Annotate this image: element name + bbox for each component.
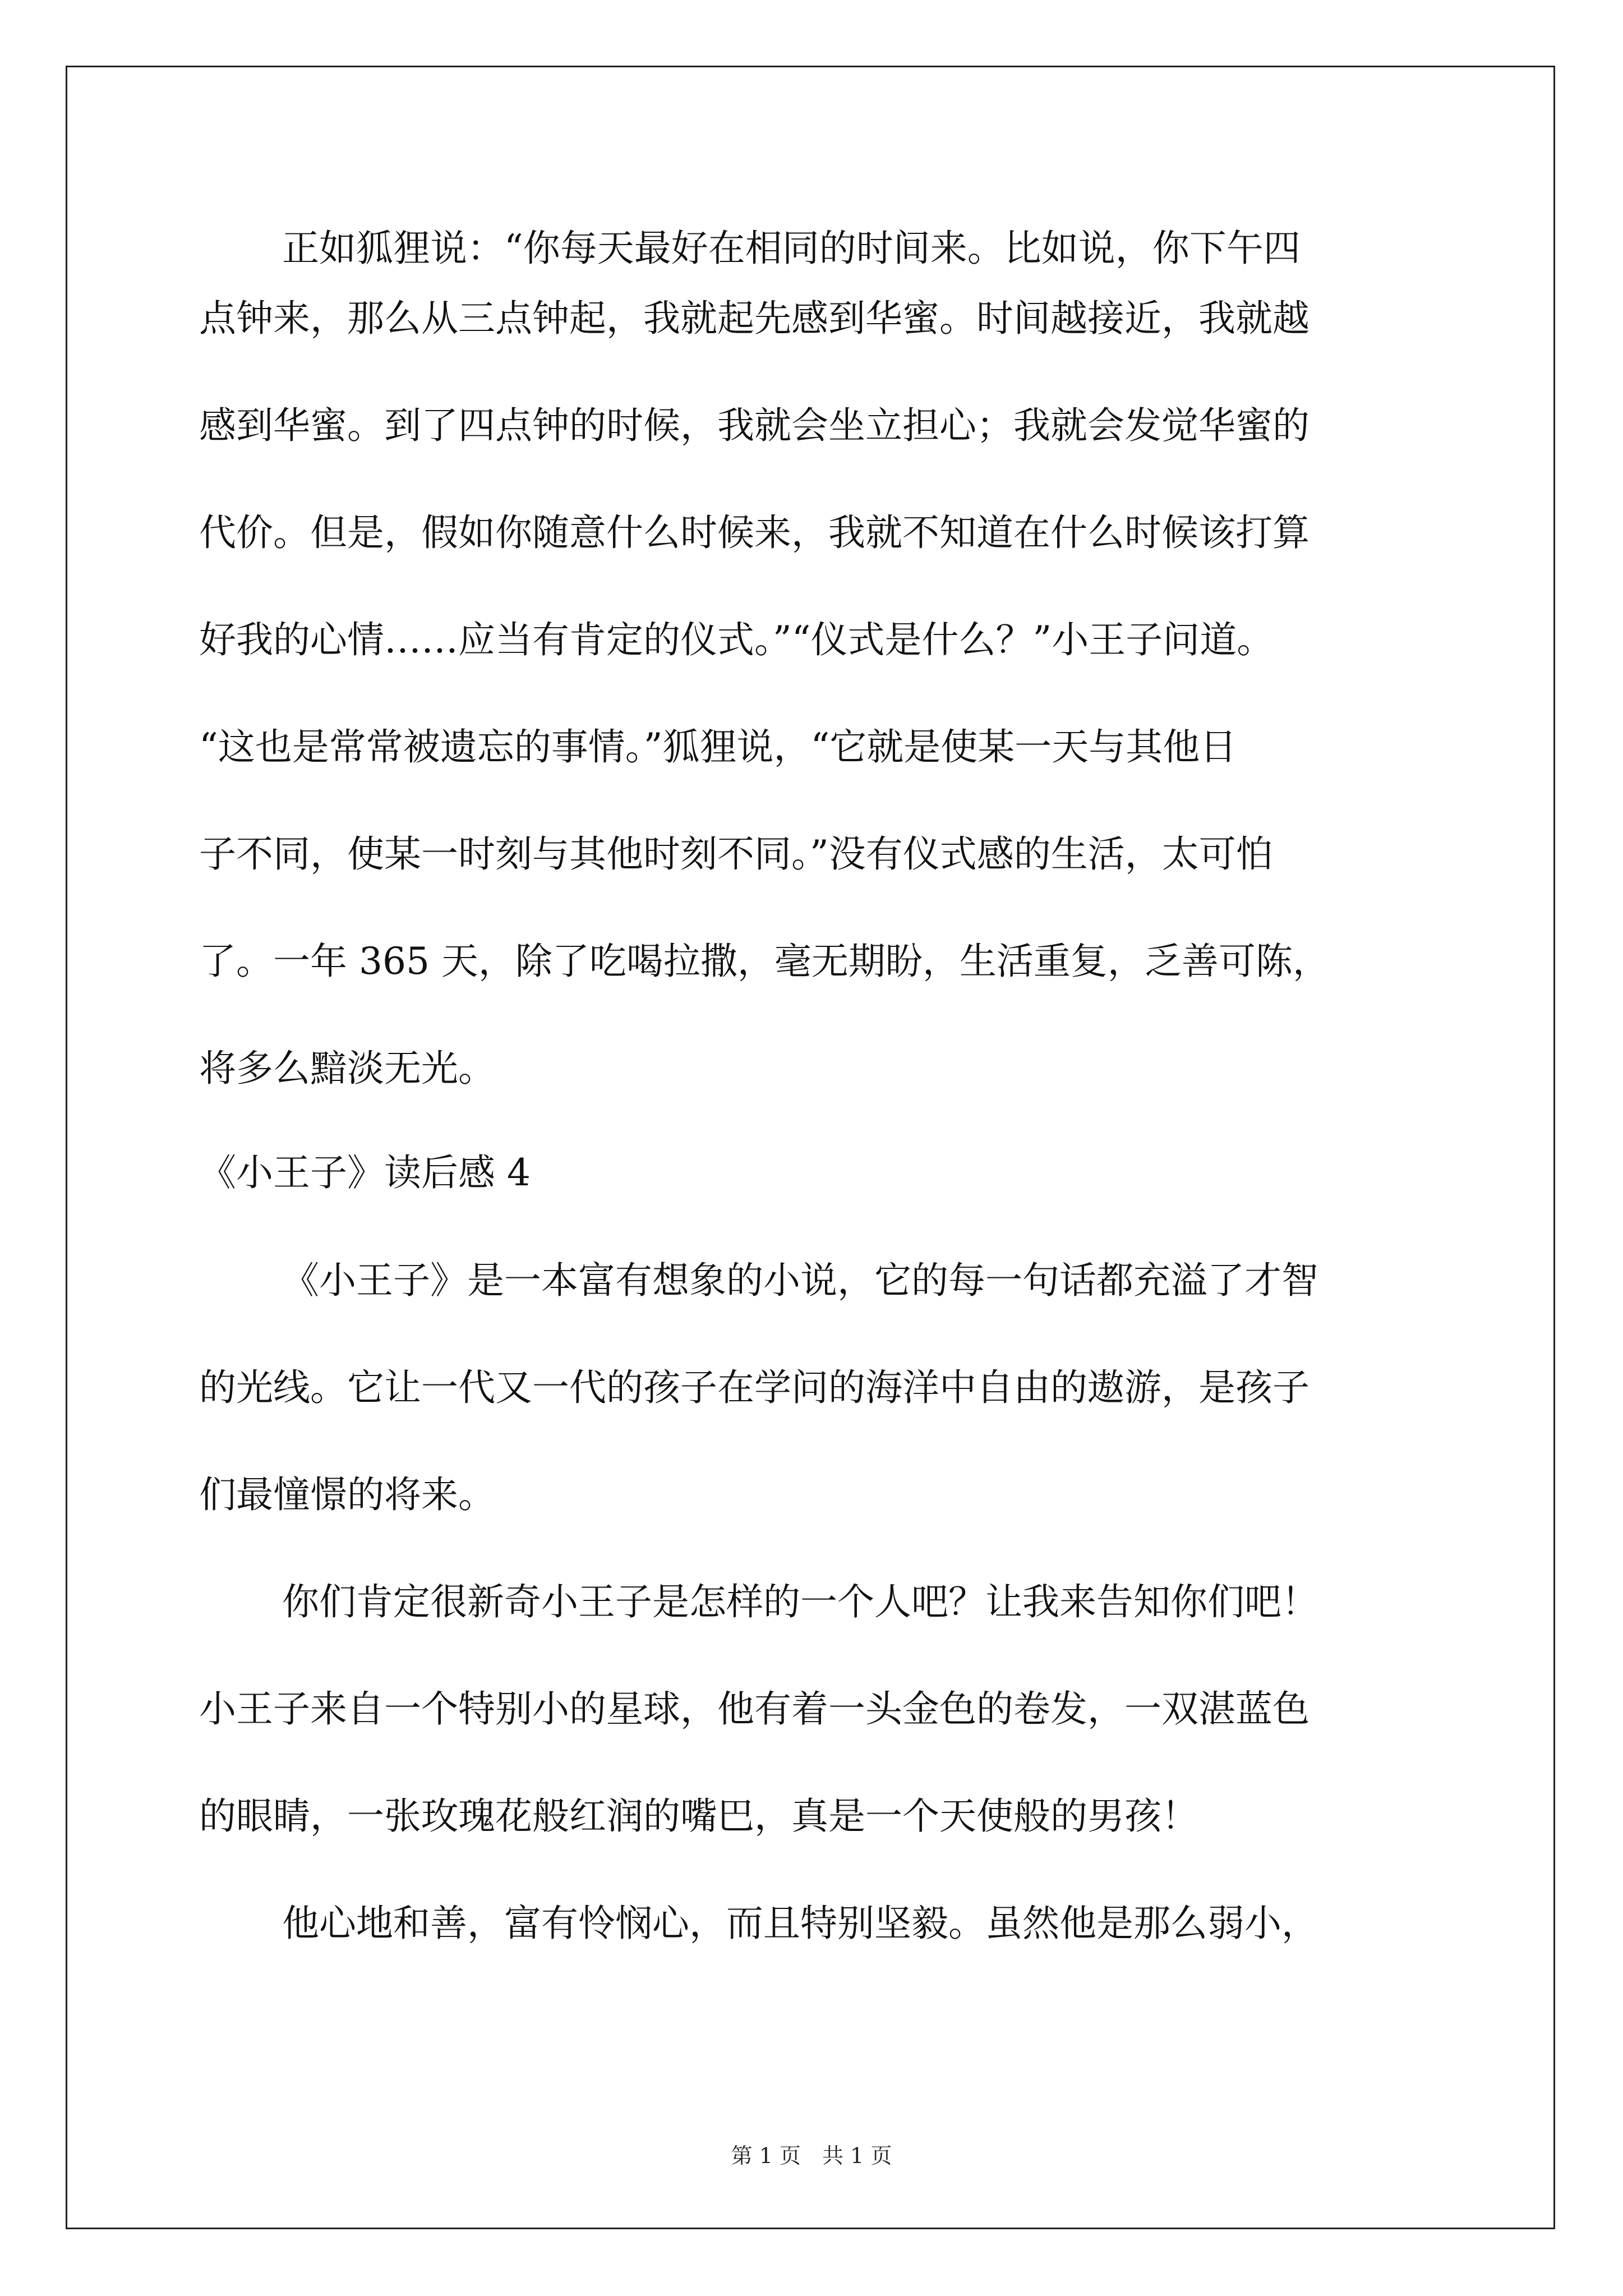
text-line: 正如狐狸说：“你每天最好在相同的时间来。比如说，你下午四	[282, 227, 1301, 270]
text-line: 好我的心情……应当有肯定的仪式。”“仪式是什么？”小王子问道。	[199, 618, 1274, 661]
text-line: 点钟来，那么从三点钟起，我就起先感到华蜜。时间越接近，我就越	[199, 297, 1310, 340]
text-line: 了。一年 365 天，除了吃喝拉撒，毫无期盼，生活重复，乏善可陈，	[199, 940, 1330, 983]
text-line: 代价。但是，假如你随意什么时候来，我就不知道在什么时候该打算	[199, 511, 1310, 554]
text-line: 们最憧憬的将来。	[199, 1473, 495, 1516]
text-line: 的眼睛，一张玫瑰花般红润的嘴巴，真是一个天使般的男孩！	[199, 1795, 1198, 1838]
page-footer: 第 1 页 共 1 页	[731, 2143, 892, 2168]
text-line: 《小王子》是一本富有想象的小说，它的每一句话都充溢了才智	[282, 1259, 1318, 1302]
text-line: 感到华蜜。到了四点钟的时候，我就会坐立担心；我就会发觉华蜜的	[199, 404, 1310, 447]
text-line: 的光线。它让一代又一代的孩子在学问的海洋中自由的遨游，是孩子	[199, 1366, 1310, 1409]
text-line: 你们肯定很新奇小王子是怎样的一个人吧？让我来告知你们吧！	[282, 1580, 1318, 1623]
text-line: 小王子来自一个特别小的星球，他有着一头金色的卷发，一双湛蓝色	[199, 1687, 1310, 1731]
section-heading: 《小王子》读后感 4	[199, 1151, 531, 1194]
text-line: 子不同，使某一时刻与其他时刻不同。”没有仪式感的生活，太可怕	[199, 832, 1273, 876]
text-line: 将多么黯淡无光。	[199, 1047, 495, 1090]
text-line: 他心地和善，富有怜悯心，而且特别坚毅。虽然他是那么弱小，	[282, 1902, 1318, 1945]
text-line: “这也是常常被遗忘的事情。”狐狸说，“它就是使某一天与其他日	[199, 725, 1237, 769]
